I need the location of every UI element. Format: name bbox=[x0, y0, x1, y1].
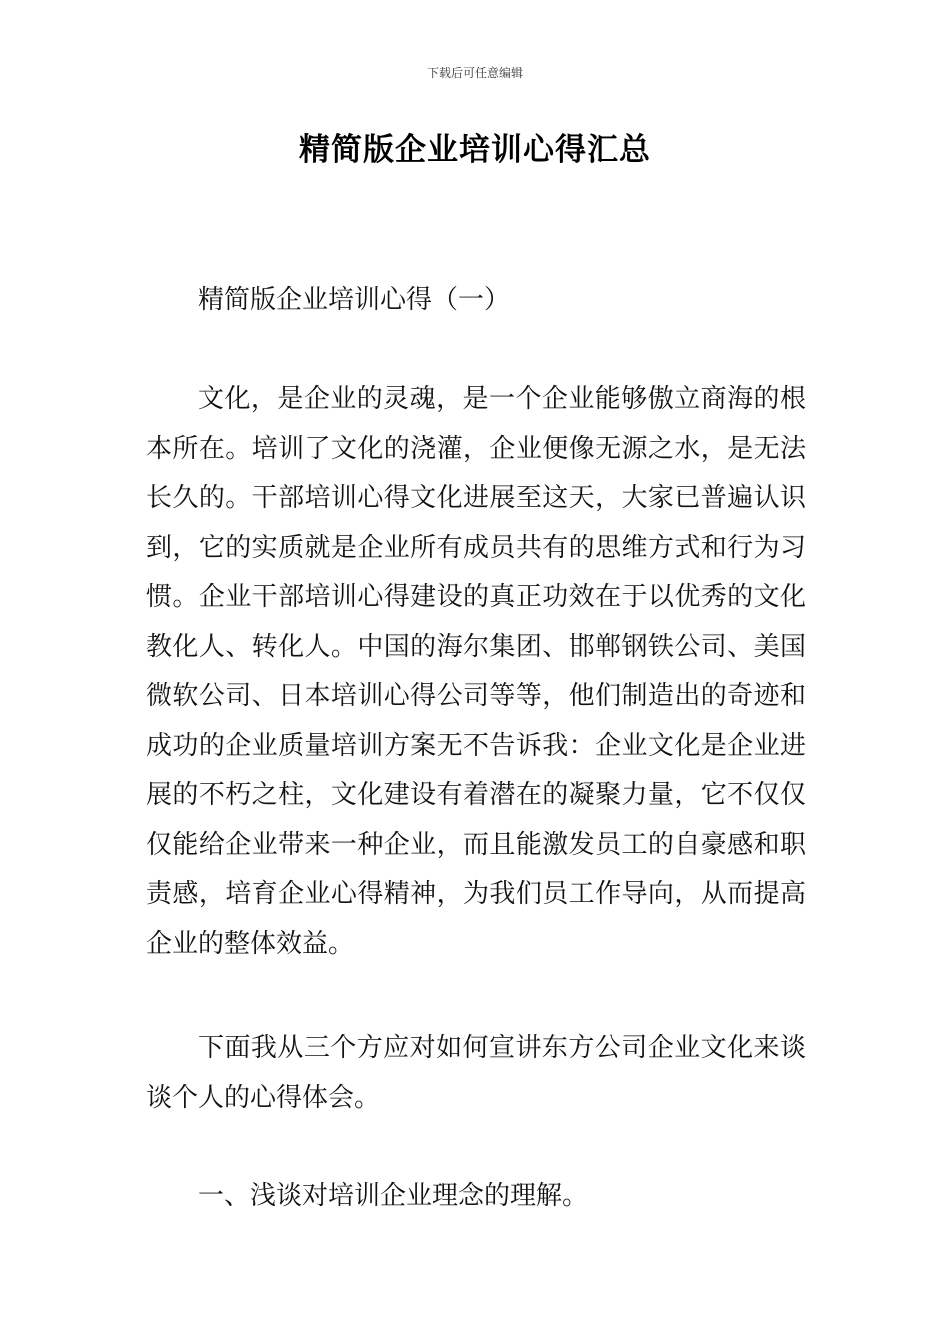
document-title: 精简版企业培训心得汇总 bbox=[299, 132, 651, 168]
section-heading-one: 一、浅谈对培训企业理念的理解。 bbox=[198, 1181, 589, 1211]
header-note: 下载后可任意编辑 bbox=[426, 66, 523, 80]
paragraph-culture: 文化，是企业的灵魂，是一个企业能够傲立商海的根本所在。培训了文化的浇灌，企业便像无源之水，是无法长久的。干部培训心得文化进展至这天，大家已普遍认识到，它的实质就是企业所有成员共有的思维方式和行为习惯。企业干部培训心得建设的真正功效在于以优秀的文化教化人、转化人。中国的海尔集团、邯郸钢铁公司、美国微软公司、日本培训心得公司等等，他们制造出的奇迹和成功的企业质量培训方案无不告诉我：企业文化是企业进展的不朽之柱，文化建设有着潜在的凝聚力量，它不仅仅仅能给企业带来一种企业，而且能激发员工的自豪感和职责感，培育企业心得精神，为我们员工作导向，从而提高企业的整体效益。 bbox=[146, 384, 806, 959]
section-subtitle: 精简版企业培训心得（一） bbox=[198, 285, 511, 315]
paragraph-intro: 下面我从三个方应对如何宣讲东方公司企业文化来谈谈个人的心得体会。 bbox=[146, 1033, 806, 1113]
